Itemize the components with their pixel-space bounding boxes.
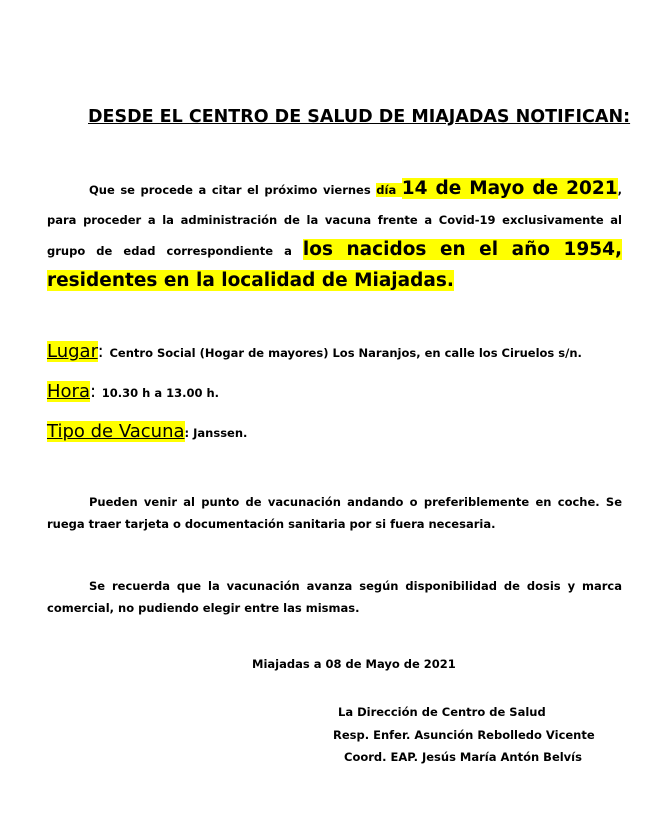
signature-line-3: Coord. EAP. Jesús María Antón Belvís	[344, 750, 582, 764]
signature-line-1: La Dirección de Centro de Salud	[338, 705, 546, 719]
hora-row	[47, 381, 219, 402]
date-line: Miajadas a 08 de Mayo de 2021	[252, 657, 456, 671]
lugar-label: Lugar	[47, 341, 98, 362]
reminder-text: Se recuerda que la vacunación avanza según disponibilidad de dosis y marca comercial, no pudiendo elegir entre las mismas.	[47, 579, 622, 615]
transport-text: Pueden venir al punto de vacunación andando o preferiblemente en coche. Se ruega traer tarjeta o documentación sanitaria por si fuera necesaria.	[47, 495, 622, 531]
hora-value: 10.30 h a 13.00 h.	[101, 386, 220, 400]
intro-paragraph	[47, 174, 622, 297]
hora-label: Hora	[47, 381, 90, 402]
highlight-date: 14 de Mayo de 2021	[401, 178, 618, 199]
lugar-sep: :	[97, 341, 110, 362]
tipo-value: Janssen.	[193, 426, 248, 440]
lugar-row	[47, 341, 582, 362]
tipo-label: Tipo de Vacuna	[47, 421, 185, 442]
notice-title: DESDE EL CENTRO DE SALUD DE MIAJADAS NOTIFICAN:	[88, 107, 631, 127]
tipo-sep: :	[184, 426, 194, 440]
signature-line-2: Resp. Enfer. Asunción Rebolledo Vicente	[333, 728, 595, 742]
highlight-group: los nacidos en el año 1954, residentes en la localidad de Miajadas.	[47, 239, 622, 291]
hora-sep: :	[89, 381, 102, 402]
intro-text-2: , para proceder a la administración de la vacuna frente a Covid-19 exclusivamente al grupo de edad correspondiente a	[47, 183, 623, 258]
reminder-paragraph	[47, 575, 622, 619]
transport-paragraph	[47, 491, 622, 535]
intro-text-1: Que se procede a citar el próximo viernes	[89, 183, 377, 197]
tipo-row	[47, 421, 247, 442]
lugar-value: Centro Social (Hogar de mayores) Los Naranjos, en calle los Ciruelos s/n.	[109, 346, 582, 360]
highlight-dia: día	[376, 183, 402, 197]
